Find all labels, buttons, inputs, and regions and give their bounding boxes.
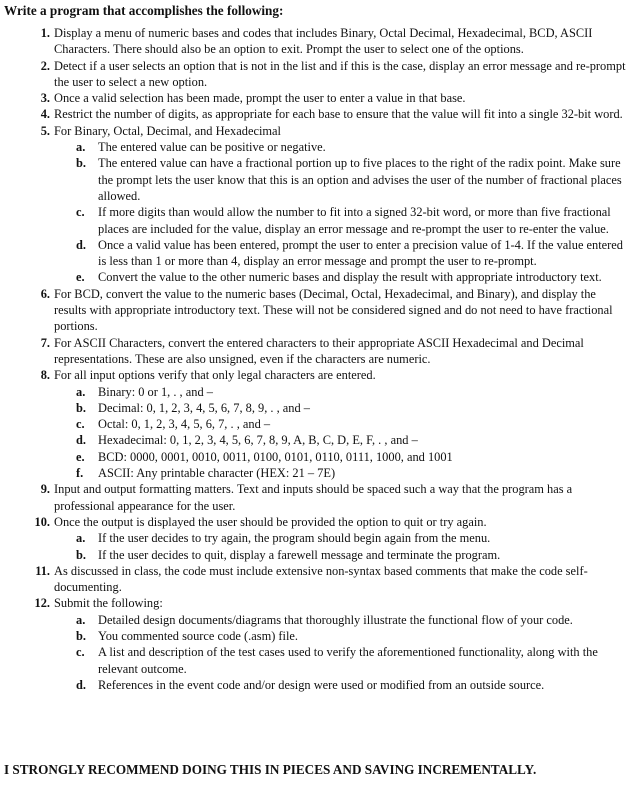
item-text: For all input options verify that only legal characters are entered. (54, 368, 376, 383)
list-item (0, 25, 636, 58)
item-text: For Binary, Octal, Decimal, and Hexadecimal (54, 123, 281, 138)
sub-item-letter: a. (76, 384, 86, 399)
sub-item (0, 416, 636, 432)
sub-item-letter: a. (76, 140, 86, 155)
list-item (0, 58, 636, 91)
sub-item-letter: d. (76, 677, 86, 692)
sub-item-letter: b. (76, 628, 86, 643)
item-text: Once a valid selection has been made, prompt the user to enter a value in that base. (54, 91, 466, 106)
sub-item-letter: c. (76, 205, 85, 220)
sub-item-text: Octal: 0, 1, 2, 3, 4, 5, 6, 7, . , and – (98, 417, 271, 432)
sub-item-letter: f. (76, 466, 84, 481)
item-number: 6. (40, 286, 50, 301)
item-text: Display a menu of numeric bases and codes that includes Binary, Octal Decimal, Hexadecimal, BCD, ASCII Characters. There should also be an option to exit. Prompt the user to select one of the options. (54, 26, 593, 57)
list-item (0, 563, 636, 596)
list-item (0, 106, 636, 122)
sub-item-text: ASCII: Any printable character (HEX: 21 – 7E) (98, 466, 336, 481)
sub-item (0, 139, 636, 155)
sub-item-text: The entered value can be positive or negative. (98, 140, 326, 155)
requirements-list (0, 25, 636, 693)
sub-item-letter: e. (76, 270, 85, 285)
sub-item-text: If more digits than would allow the number to fit into a signed 32-bit word, or more than five fractional places are included for the value, display an error message and re-prompt the user to re-enter the value. (98, 205, 611, 236)
sub-item (0, 432, 636, 448)
item-text: As discussed in class, the code must include extensive non-syntax based comments that make the code self-documenting. (54, 563, 588, 595)
item-text: For BCD, convert the value to the numeric bases (Decimal, Octal, Hexadecimal, and Binary), and display the results with appropriate introductory text. These will not be considered signed and do not need to have fractional portions. (54, 286, 613, 334)
item-number: 12. (34, 596, 50, 611)
item-number: 2. (40, 58, 50, 73)
item-text: Submit the following: (54, 596, 163, 611)
sub-item (0, 155, 636, 204)
sub-item-text: Once a valid value has been entered, prompt the user to enter a precision value of 1-4. If the value entered is less than 1 or more than 4, display an error message and prompt the user to re-prompt. (98, 237, 624, 269)
sub-item-letter: d. (76, 237, 86, 252)
sub-item (0, 237, 636, 270)
sub-item (0, 400, 636, 416)
sub-item (0, 465, 636, 481)
item-text: Restrict the number of digits, as appropriate for each base to ensure that the value will fit into a single 32-bit word. (54, 107, 623, 122)
list-item (0, 514, 636, 530)
list-item (0, 481, 636, 514)
sub-item (0, 449, 636, 465)
list-item (0, 90, 636, 106)
sub-item-text: Hexadecimal: 0, 1, 2, 3, 4, 5, 6, 7, 8, 9, A, B, C, D, E, F, . , and – (98, 433, 418, 448)
item-number: 3. (40, 91, 50, 106)
sub-item-text: If the user decides to quit, display a farewell message and terminate the program. (98, 547, 501, 562)
list-item (0, 367, 636, 383)
sub-item-text: Binary: 0 or 1, . , and – (98, 384, 213, 399)
sub-item-text: Detailed design documents/diagrams that thoroughly illustrate the functional flow of your code. (98, 612, 573, 627)
item-number: 8. (40, 368, 50, 383)
sub-item (0, 269, 636, 285)
sub-item (0, 547, 636, 563)
list-item (0, 123, 636, 139)
sub-item-text: A list and description of the test cases used to verify the aforementioned functionality, along with the relevant outcome. (98, 645, 598, 676)
sub-item-text: The entered value can have a fractional portion up to five places to the right of the radix point. Make sure the prompt lets the user know that this is an option and advises the user of the number of fractional places allowed. (98, 156, 622, 203)
sub-item (0, 204, 636, 237)
item-number: 1. (40, 26, 50, 40)
item-text: For ASCII Characters, convert the entered characters to their appropriate ASCII Hexadecimal and Decimal representations. These are also unsigned, even if the characters are numeric. (54, 335, 584, 366)
list-item (0, 595, 636, 611)
sub-item-letter: b. (76, 547, 86, 562)
sub-item-letter: d. (76, 433, 86, 448)
sub-item-letter: e. (76, 449, 85, 464)
item-number: 9. (40, 482, 50, 497)
list-item (0, 335, 636, 368)
sub-item (0, 628, 636, 644)
sub-item-letter: a. (76, 612, 86, 627)
sub-item (0, 644, 636, 677)
sub-item-text: BCD: 0000, 0001, 0010, 0011, 0100, 0101, 0110, 0111, 1000, and 1001 (98, 449, 453, 464)
sub-item (0, 677, 636, 693)
item-number: 11. (35, 563, 50, 578)
sub-item (0, 530, 636, 546)
sub-item-text: If the user decides to try again, the program should begin again from the menu. (98, 531, 491, 546)
sub-item-letter: b. (76, 156, 86, 171)
item-number: 10. (34, 514, 50, 529)
recommendation-footer: I STRONGLY RECOMMEND DOING THIS IN PIECES AND SAVING INCREMENTALLY. (4, 762, 537, 777)
sub-item (0, 384, 636, 400)
sub-item-text: You commented source code (.asm) file. (98, 628, 299, 643)
item-text: Detect if a user selects an option that is not in the list and if this is the case, display an error message and re-prompt the user to select a new option. (54, 58, 626, 89)
sub-item-text: References in the event code and/or design were used or modified from an outside source. (98, 677, 545, 692)
document-title: Write a program that accomplishes the following: (4, 3, 284, 18)
item-text: Input and output formatting matters. Text and inputs should be spaced such a way that the program has a professional appearance for the user. (54, 482, 573, 513)
sub-item-text: Convert the value to the other numeric bases and display the result with appropriate introductory text. (98, 270, 602, 285)
sub-item-letter: a. (76, 531, 86, 546)
sub-item-text: Decimal: 0, 1, 2, 3, 4, 5, 6, 7, 8, 9, . , and – (98, 400, 310, 415)
sub-item-letter: c. (76, 645, 85, 660)
list-item (0, 286, 636, 335)
item-text: Once the output is displayed the user should be provided the option to quit or try again. (54, 514, 487, 529)
item-number: 5. (40, 123, 50, 138)
sub-item-letter: c. (76, 417, 85, 432)
item-number: 7. (40, 335, 50, 350)
item-number: 4. (40, 107, 50, 122)
sub-item-letter: b. (76, 400, 86, 415)
sub-item (0, 612, 636, 628)
